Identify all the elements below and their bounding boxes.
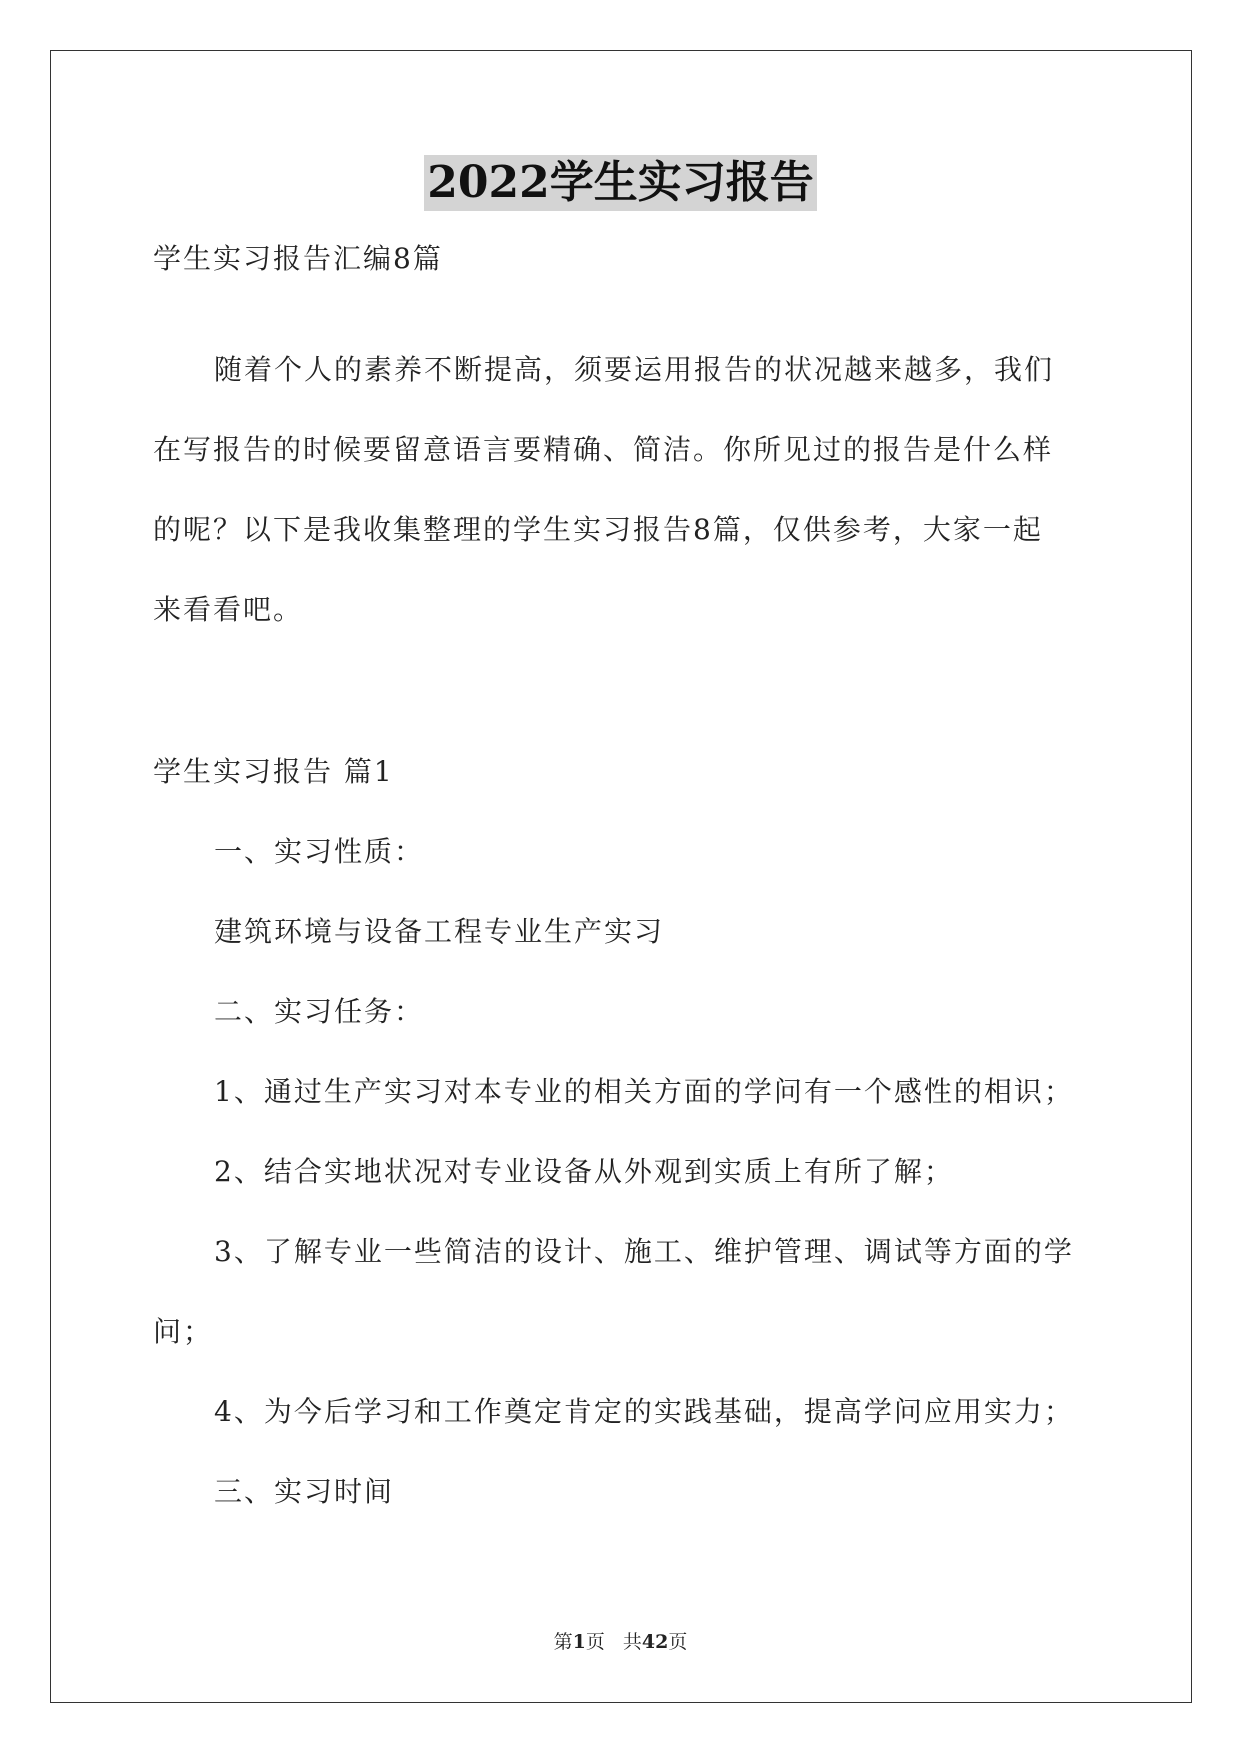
item-heading-tasks: 二、实习任务： [214,995,425,1028]
footer-total-suffix: 页 [668,1631,688,1653]
document-title: 2022学生实习报告 [424,155,816,211]
task-item-1: 1、通过生产实习对本专业的相关方面的学问有一个感性的相识； [214,1075,1074,1108]
footer-page-number: 1 [572,1631,586,1653]
item-text: 建筑环境与设备工程专业生产实习 [214,915,665,948]
task-item-4: 4、为今后学习和工作奠定肯定的实践基础，提高学问应用实力； [214,1395,1074,1428]
intro-line: 的呢？以下是我收集整理的学生实习报告8篇，仅供参考，大家一起 [153,513,1043,546]
item-heading-nature: 一、实习性质： [214,835,425,868]
task-item-3-continued: 问； [153,1315,214,1348]
task-item-2: 2、结合实地状况对专业设备从外观到实质上有所了解； [214,1155,954,1188]
intro-line: 来看看吧。 [153,593,304,626]
document-subtitle: 学生实习报告汇编8篇 [153,242,443,275]
footer-total-prefix: 共 [622,1631,642,1653]
intro-paragraph [153,330,1095,650]
task-item-3: 3、了解专业一些简洁的设计、施工、维护管理、调试等方面的学 [214,1235,1074,1268]
footer-page-prefix: 第 [553,1631,573,1653]
footer-total-pages: 42 [641,1631,669,1653]
footer-page-suffix: 页 [585,1631,605,1653]
title-container [0,155,1241,211]
page-footer [0,1627,1241,1654]
item-heading-time: 三、实习时间 [214,1475,395,1508]
intro-line: 在写报告的时候要留意语言要精确、简洁。你所见过的报告是什么样 [153,433,1054,466]
intro-line: 随着个人的素养不断提高，须要运用报告的状况越来越多，我们 [214,353,1055,386]
section-heading: 学生实习报告 篇1 [153,755,394,788]
